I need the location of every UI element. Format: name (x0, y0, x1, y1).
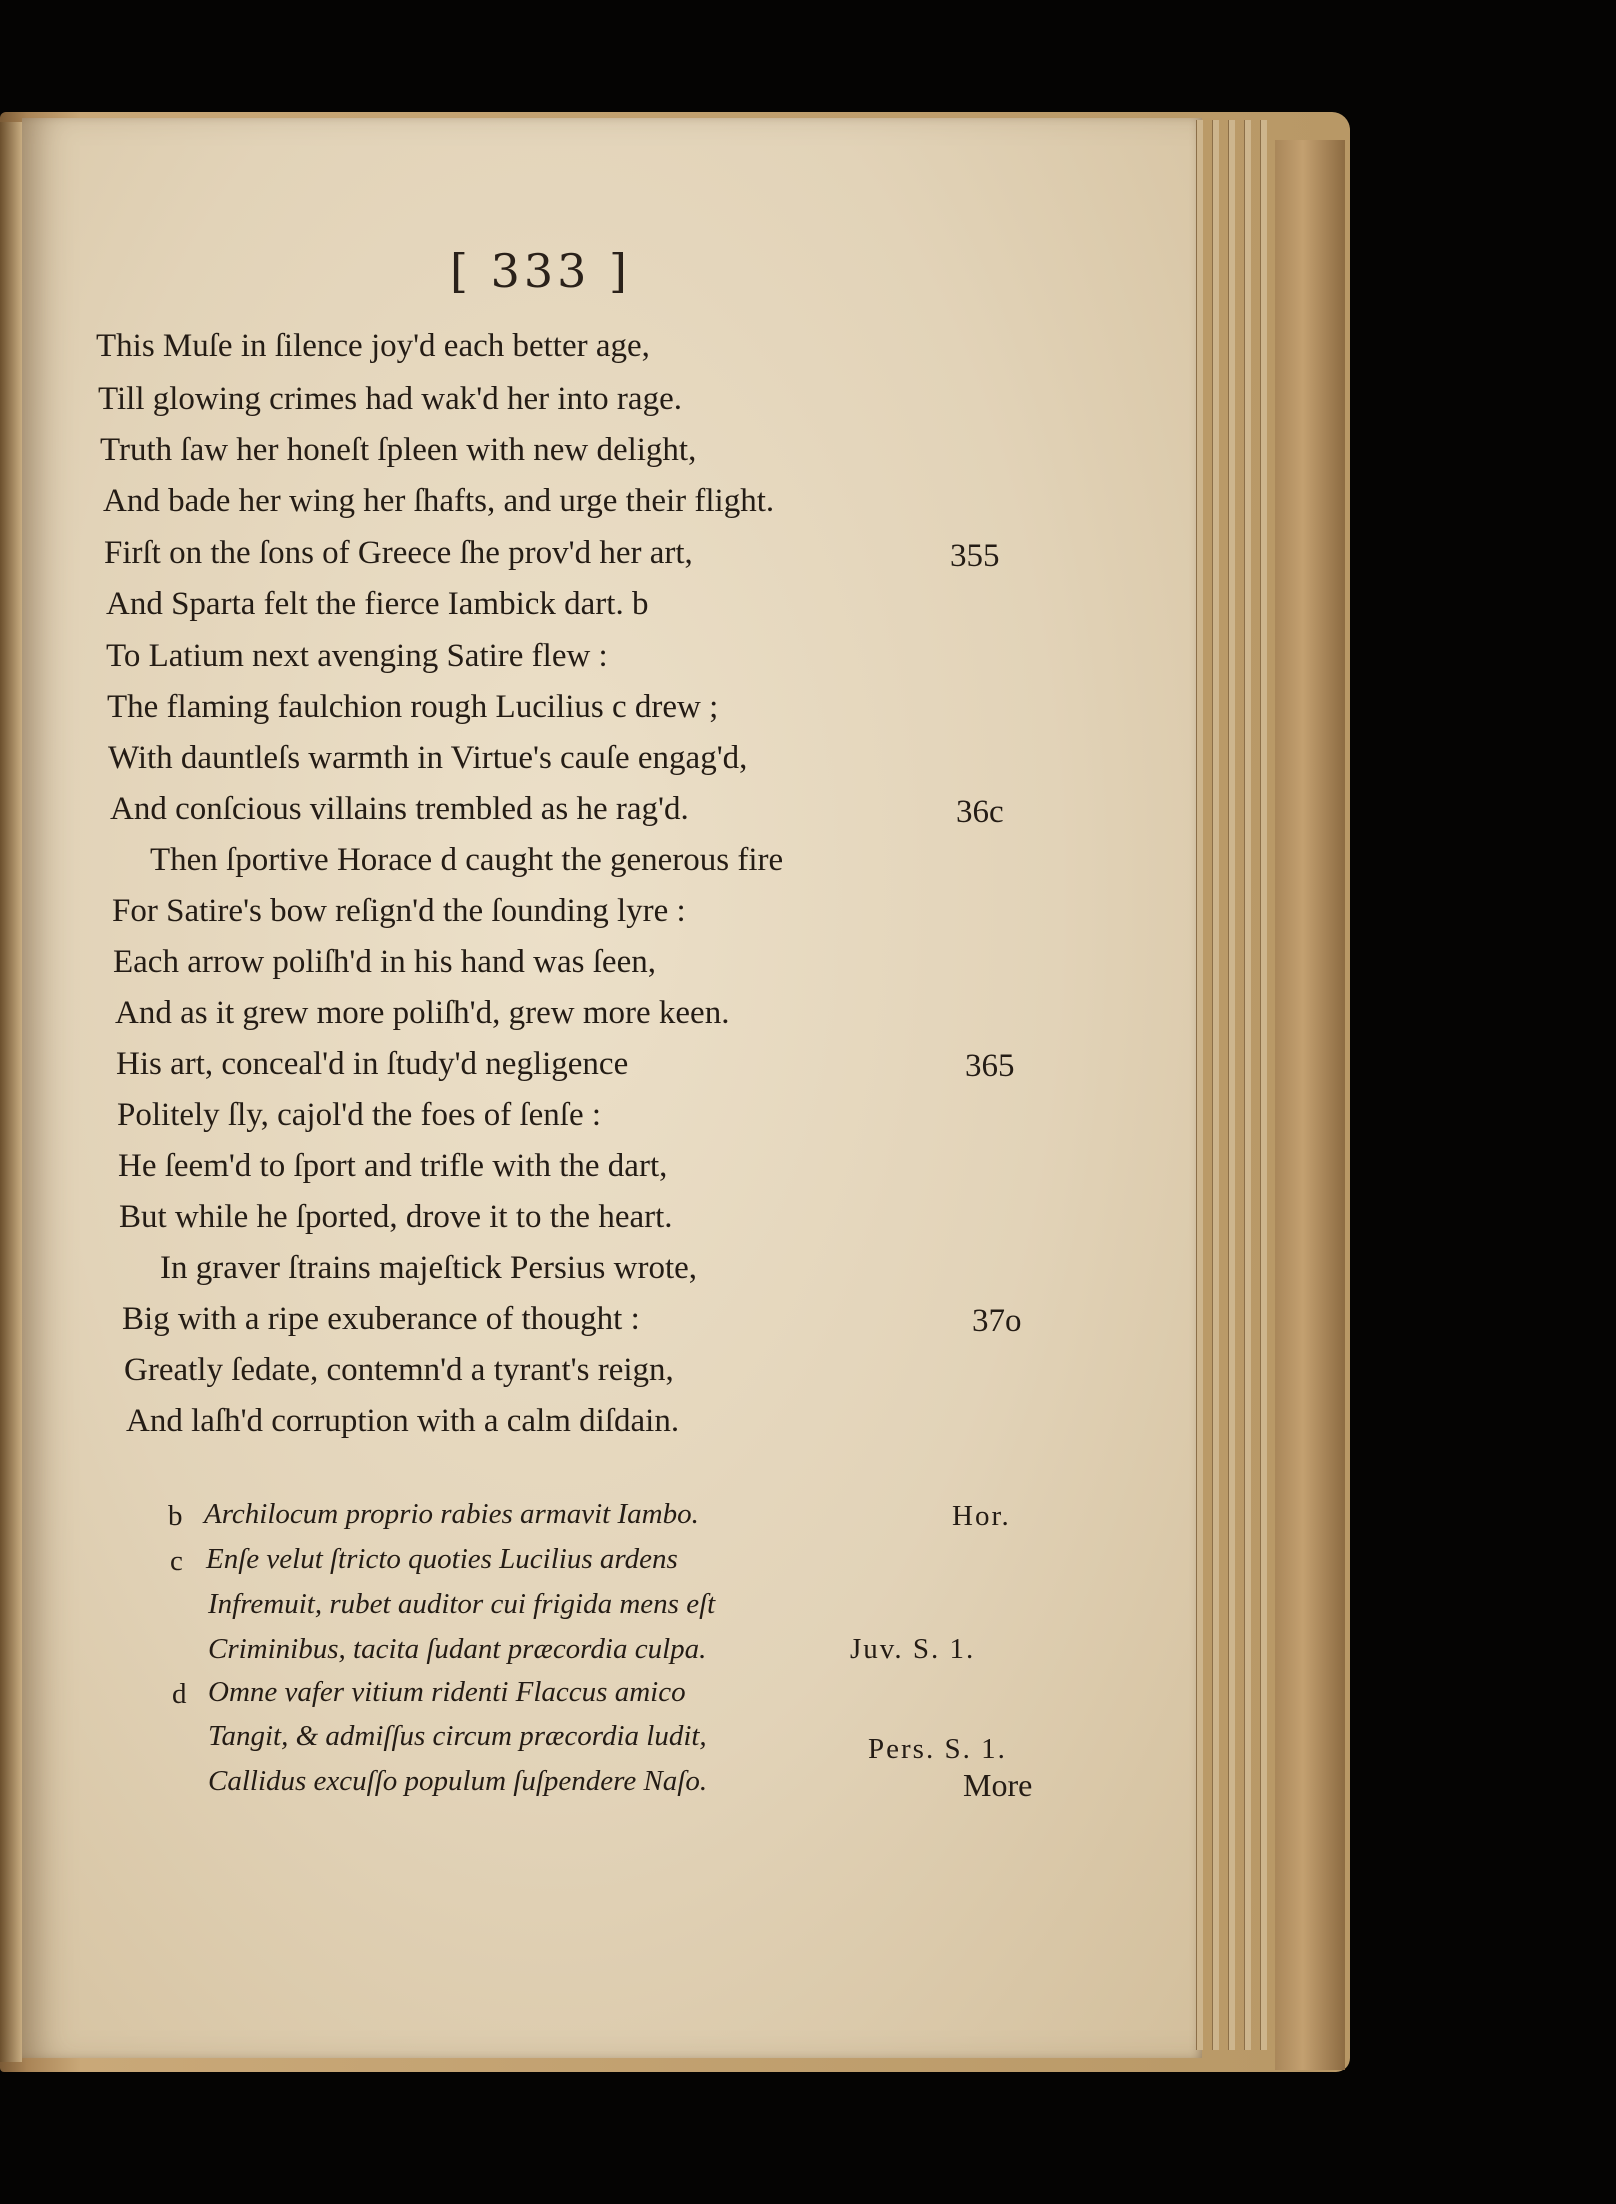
verse-line: But while he ſported, drove it to the heart. (119, 1199, 673, 1235)
verse-line: And laſh'd corruption with a calm diſdain. (126, 1403, 680, 1439)
verse-line: The flaming faulchion rough Lucilius c drew ; (107, 689, 719, 725)
verse-line: And Sparta felt the fierce Iambick dart. b (106, 586, 649, 622)
footnote-line (208, 1767, 707, 1796)
verse-line: Firſt on the ſons of Greece ſhe prov'd her art, (104, 535, 693, 571)
footnote-line (204, 1500, 699, 1529)
line-number: 36c (956, 794, 1004, 830)
verse-line: And bade her wing her ſhafts, and urge their flight. (103, 483, 775, 519)
verse-line: And as it grew more poliſh'd, grew more keen. (115, 995, 730, 1031)
footnote-text: Archilocum proprio rabies armavit Iambo. (204, 1498, 699, 1530)
footnote-text: Callidus excuſſo populum ſuſpendere Naſo. (208, 1765, 708, 1797)
verse-line: For Satire's bow reſign'd the ſounding lyre : (112, 893, 686, 929)
footnote-mark: d (172, 1678, 187, 1710)
footnote-line (208, 1635, 706, 1664)
verse-line: With dauntleſs warmth in Virtue's cauſe engag'd, (108, 740, 748, 776)
verse-line: In graver ſtrains majeſtick Persius wrote, (160, 1250, 698, 1286)
verse-line: Greatly ſedate, contemn'd a tyrant's reign, (124, 1352, 674, 1388)
verse-line: To Latium next avenging Satire flew : (106, 638, 608, 674)
verse-line: Then ſportive Horace d caught the generous fire (150, 842, 784, 878)
page-edge-strip (1196, 120, 1203, 2050)
verse-line: Big with a ripe exuberance of thought : (122, 1301, 640, 1337)
footnote-text: Criminibus, tacita ſudant præcordia culpa. (208, 1633, 707, 1665)
verse-line: This Muſe in ſilence joy'd each better age, (96, 328, 650, 364)
footnote-source: Hor. (952, 1500, 1011, 1532)
footnote-text: Tangit, & admiſſus circum præcordia ludit, (208, 1720, 707, 1752)
footnote-source: Juv. S. 1. (850, 1633, 976, 1665)
page-edge-strip (1228, 120, 1235, 2050)
footnote-text: Omne vafer vitium ridenti Flaccus amico (208, 1676, 686, 1708)
verse-line: His art, conceal'd in ſtudy'd negligence (116, 1046, 629, 1082)
page-edge-strip (1244, 120, 1251, 2050)
line-number: 355 (950, 538, 1000, 574)
verse-line: Truth ſaw her honeſt ſpleen with new delight, (100, 432, 697, 468)
page-edge-strip (1212, 120, 1219, 2050)
verse-line: Politely ſly, cajol'd the foes of ſenſe : (117, 1097, 602, 1133)
line-number: 365 (965, 1048, 1015, 1084)
footnote-mark: c (170, 1545, 183, 1577)
verse-line: Till glowing crimes had wak'd her into rage. (98, 381, 682, 417)
footnote-line (208, 1678, 686, 1707)
footnote-text: Enſe velut ſtricto quoties Lucilius ardens (206, 1543, 678, 1575)
footnote-line (208, 1590, 715, 1619)
verse-line: He ſeem'd to ſport and trifle with the dart, (118, 1148, 668, 1184)
page-block-edge (1275, 140, 1345, 2070)
verse-line: And conſcious villains trembled as he rag'd. (110, 791, 689, 827)
page-edge-strip (1260, 120, 1267, 2050)
verse-line: Each arrow poliſh'd in his hand was ſeen, (113, 944, 656, 980)
footnote-line (208, 1722, 707, 1751)
footnote-source: Pers. S. 1. (868, 1733, 1007, 1765)
footnote-mark: b (168, 1500, 183, 1532)
left-page-edge (0, 122, 22, 2062)
page-number: [ 333 ] (450, 244, 631, 298)
catchword: More (963, 1767, 1033, 1803)
footnote-line (206, 1545, 678, 1574)
line-number: 37o (972, 1303, 1022, 1339)
footnote-text: Infremuit, rubet auditor cui frigida mens eſt (208, 1588, 716, 1620)
